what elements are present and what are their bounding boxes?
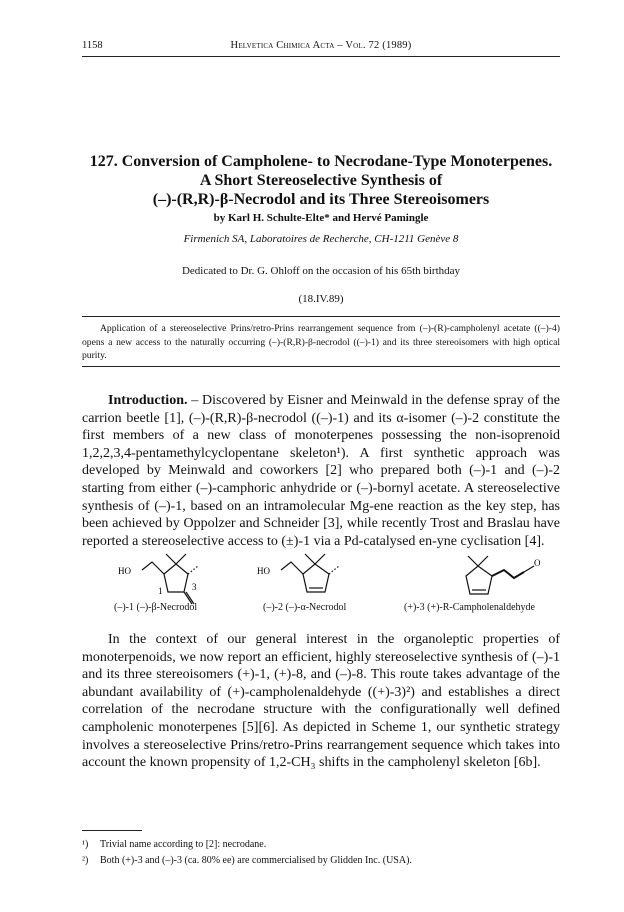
label-necrodol-alpha: (–)-2 (–)-α-Necrodol — [263, 602, 347, 613]
structure-campholenaldehyde — [430, 548, 550, 608]
introduction-text: – Discovered by Eisner and Meinwald in the defense spray of the carrion beetle [1], (–)-(R,R)-β-necrodol ((–)-1) and its α-isomer (–)-2 constitute the first members of a new class of monoterpenes possessing the non-isoprenoid 1,2,2,3,4-pentamethylcyclopentane skeleton¹). A first synthetic approach was developed by Meinwald and coworkers [2] who prepared both (–)-1 and (–)-2 starting from either (–)-camphoric anhydride or (–)-bornyl acetate. A stereoselective synthesis of (–)-1, based on an intramolecular Mg-ene reaction as the key step, has been achieved by Oppolzer and Schneider [3], while recently Trost and Braslau have reported a stereoselective access to (±)-1 via a Pd-catalysed en-yne cyclisation [4]. — [82, 393, 560, 549]
affiliation: Firmenich SA, Laboratoires de Recherche, CH-1211 Genève 8 — [183, 233, 459, 245]
abstract-top-rule — [82, 316, 560, 317]
footnote-rule — [82, 830, 142, 831]
body-paragraph-2: In the context of our general interest in the organoleptic properties of monoterpenoids, we now report an efficient, highly stereoselective synthesis of (–)-1 and its three stereoisomers (+)-1, (+)-8, and (–)-8. This route takes advantage of the abundant availability of (+)-campholenaldehyde ((+)-3)²) and establishes a direct correlation of the necrodane structure with the configurationally well defined campholenic monoterpenes [5][6]. As depicted in Scheme 1, our synthetic strategy involves a stereoselective Prins/retro-Prins rearrangement sequence which takes into account the known propensity of 1,2-CH₃ shifts in the campholenyl skeleton [6b]. — [82, 632, 560, 771]
footnote-1-mark: ¹) — [82, 839, 89, 850]
structure-necrodol-alpha — [255, 548, 365, 608]
title-line-1: 127. Conversion of Campholene- to Necrodane-Type Monoterpenes. — [89, 153, 553, 170]
structure-necrodol-beta — [108, 548, 238, 608]
dedication: Dedicated to Dr. G. Ohloff on the occasion of his 65th birthday — [181, 265, 461, 277]
journal-name: Helvetica Chimica Acta – Vol. 72 (1989) — [230, 40, 412, 51]
abstract-bottom-rule — [82, 366, 560, 367]
atom-number-3: 3 — [192, 582, 197, 592]
title-line-3: (–)-(R,R)-β-Necrodol and its Three Stereoisomers — [152, 191, 490, 208]
label-campholenaldehyde: (+)-3 (+)-R-Campholenaldehyde — [404, 602, 535, 613]
footnote-1-text: Trivial name according to [2]: necrodane. — [100, 839, 267, 850]
oxygen-label: O — [534, 558, 541, 568]
byline: by Karl H. Schulte-Elte* and Hervé Pamingle — [213, 212, 429, 224]
footnote-2-text: Both (+)-3 and (–)-3 (ca. 80% ee) are commercialised by Glidden Inc. (USA). — [100, 855, 412, 866]
header-rule — [82, 56, 560, 57]
ho-label-2: HO — [257, 566, 270, 576]
introduction-paragraph — [82, 392, 560, 550]
ho-label-1: HO — [118, 566, 131, 576]
title-line-2: A Short Stereoselective Synthesis of — [199, 172, 443, 189]
introduction-heading: Introduction. — [108, 393, 188, 408]
footnote-2 — [82, 854, 560, 868]
page-number: 1158 — [82, 40, 103, 51]
label-necrodol-beta: (–)-1 (–)-β-Necrodol — [114, 602, 198, 613]
running-header — [82, 40, 560, 54]
article-title — [82, 152, 560, 209]
abstract: Application of a stereoselective Prins/retro-Prins rearrangement sequence from (–)-(R)-campholenyl acetate ((–)-4) opens a new access to the naturally occurring (–)-(R,R)-β-necrodol ((–)-1) and its three stereoisomers with high optical purity. — [82, 323, 560, 361]
footnote-1 — [82, 838, 560, 852]
received-date: (18.IV.89) — [298, 293, 344, 305]
footnote-2-mark: ²) — [82, 855, 89, 866]
atom-number-1: 1 — [158, 586, 163, 596]
